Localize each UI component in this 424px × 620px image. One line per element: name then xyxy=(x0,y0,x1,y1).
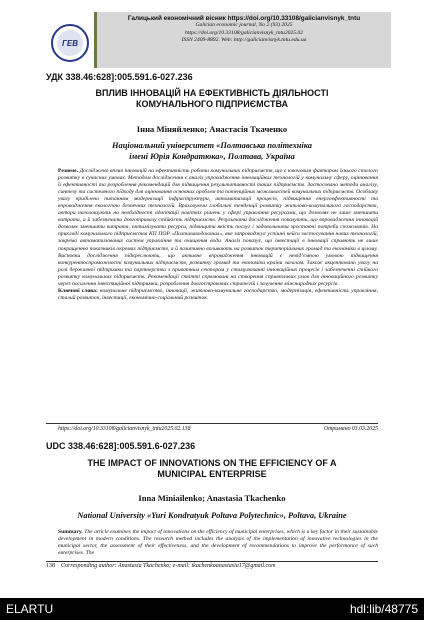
title-ua-line-1: ВПЛИВ ІННОВАЦІЙ НА ЕФЕКТИВНІСТЬ ДІЯЛЬНОСТІ xyxy=(95,88,329,98)
journal-logo-icon xyxy=(51,24,89,62)
journal-issn-line[interactable]: ISSN 2409-8892. Web: http://galicianvisnyk.tntu.edu.ua xyxy=(181,37,307,44)
handle-id[interactable]: hdl:lib/48775 xyxy=(349,602,418,616)
keywords-ua-text: комунальне підприємство, інновації, житлово-комунальне господарство, модернізація, ефективність управління, сталий розвиток, інвестиції, економічно-соціальний розвиток. xyxy=(58,287,378,301)
affiliation-ua-line-2: імені Юрія Кондратюка», Полтава, Україна xyxy=(129,151,295,161)
authors-ua: Інна Міняйленко; Анастасія Ткаченко xyxy=(136,124,288,134)
journal-doi-line[interactable]: https://doi.org/10.33108/galicianvisnyk_tntu2025.02 xyxy=(184,29,304,36)
authors-en: Inna Miniailenko; Anastasia Tkachenko xyxy=(138,493,286,503)
page-footer xyxy=(46,563,378,569)
abstract-en-text: The article examines the impact of innovations on the efficiency of municipal enterprises, which is a key factor in their sustainable development in modern conditions. The research method includes the analysis of the implementation of innovative technologies in the municipal sector, the assessment of their effectiveness, and the development of recommendations to improve the performance of such enterprises. The xyxy=(58,529,378,557)
title-en-line-2: MUNICIPAL ENTERPRISE xyxy=(157,469,267,479)
divider xyxy=(46,423,378,424)
abstract-ua-text: Досліджено вплив інновацій на ефективність роботи комунальних підприємств, що є ключовим фактором їхнього сталого розвитку в сучасних умовах. Методом дослідження є аналіз упровадження інноваційних технологій у комунальну сферу, оцінювання її ефективності та розроблення рекомендацій для підвищення результативності таких підприємств. Застосовано методи аналізу, синтезу та системного підходу для оцінювання основних проблем та потенційних можливостей комунальних підприємств. Особливу увагу приділено питанням модернізації інфраструктури, автоматизації процесів, підвищення енергоефективності та впровадження екологічно безпечних технологій. Враховуючи глобальні тенденції розвитку житлово-комунального господарства, автори наголошують на необхідності адаптації новітніх рішень у сфері управління ресурсами, що дозволяє не лише зменшити витрати, а й забезпечити довготривалу стійкість підприємств. Результати дослідження показують, що впровадження інновацій дозволяє зменшити витрати, оптимізувати ресурси, підвищити якість послуг і задовольнити зростаючі потреби споживачів. На прикладі комунального підприємства КП ПОР «Полтававодоканал», яке запроваджує успішні кейси застосування нових технологій, зокрема автоматизованих систем управління та очищення води. Аналіз показує, що інвестиції в інновації сприяють не лише покращенню показників окремих підприємств, а й позитивно впливають на розвиток територіальних громад та економіки в цілому. Висновки дослідження підкреслюють, що активне впровадження інновацій є невід’ємною умовою підвищення конкурентоспроможності комунальних підприємств, розвитку громад та економіки країни загалом. Також акцентовано увагу на ролі державної підтримки та партнерства з приватним сектором у стимулюванні інноваційних процесів і забезпеченні стійкого розвитку комунальних підприємств. Рекомендації статті спрямовані на створення сприятливих умов для інноваційного розвитку через посилення інвестиційної підтримки, розроблення довгострокових стратегій і залучення міжнародних ресурсів. xyxy=(58,168,378,287)
abstract-ua-label: Резюме. xyxy=(58,168,78,174)
corresponding-author: Corresponding author: Anastasia Tkachenko; e-mail: tkachenkoanastasia17@gmail.com xyxy=(61,563,276,569)
footer-divider xyxy=(46,561,378,562)
repository-name[interactable]: ELARTU xyxy=(6,602,54,616)
journal-issue-line: Galician economic journal, No 2 (93) 2025 xyxy=(195,22,293,29)
title-ua xyxy=(46,88,378,110)
journal-header xyxy=(46,12,391,68)
abstract-en xyxy=(58,529,378,558)
affiliation-ua-line-1: Національний університет «Полтавська політехніка xyxy=(112,141,312,150)
journal-name-line[interactable]: Галицький економічний вісник https://doi.org/10.33108/galicianvisnyk_tntu xyxy=(127,15,361,22)
page-number: 138 xyxy=(46,563,55,569)
title-en xyxy=(46,458,378,480)
udc-ua: УДК 338.46:628]:005.591.6-027.236 xyxy=(46,72,193,82)
udc-en: UDC 338.46:628]:005.591.6-027.236 xyxy=(46,441,196,451)
affiliation-en: National University «Yuri Kondratyuk Poltava Polytechnic», Poltava, Ukraine xyxy=(77,511,347,520)
title-en-line-1: THE IMPACT OF INNOVATIONS ON THE EFFICIENCY OF A xyxy=(87,458,337,468)
abstract-ua xyxy=(58,168,378,302)
received-date: Отримано 03.03.2025 xyxy=(323,426,378,432)
affiliation-ua xyxy=(46,141,378,162)
title-ua-line-2: КОМУНАЛЬНОГО ПІДПРИЄМСТВА xyxy=(135,99,288,109)
article-doi[interactable]: https://doi.org/10.33108/galicianvisnyk_tntu2025.02.138 xyxy=(58,426,191,432)
abstract-en-label: Summary. xyxy=(58,529,83,535)
logo-text: ГЕВ xyxy=(57,30,83,56)
repository-bar xyxy=(0,598,424,620)
journal-banner xyxy=(94,12,391,68)
keywords-ua-label: Ключові слова: xyxy=(58,287,98,294)
